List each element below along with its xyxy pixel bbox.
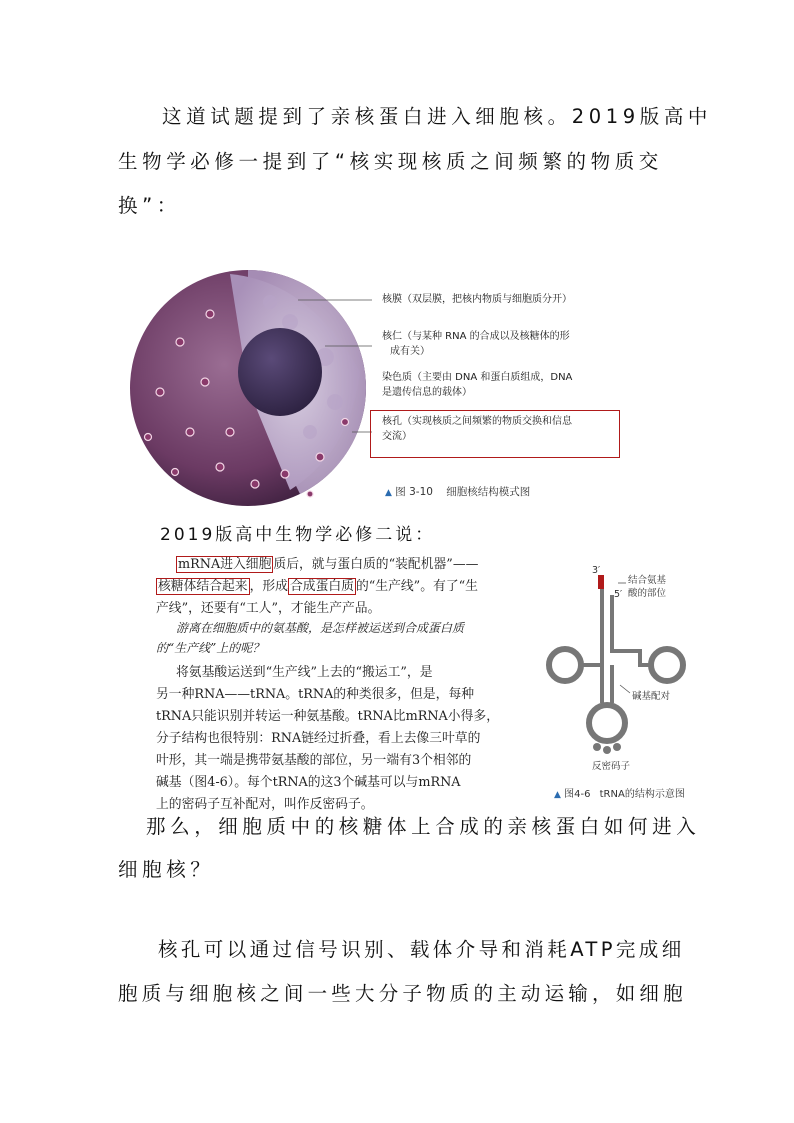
trna-caption-num: 图4-6 bbox=[564, 789, 591, 800]
label-chromatin-2: 是遗传信息的载体） bbox=[382, 387, 472, 398]
highlight-protein-synthesis: 合成蛋白质 bbox=[289, 579, 354, 594]
figure1-caption-num: 图 3-10 bbox=[395, 486, 433, 498]
trna-label-base-pairing: 碱基配对 bbox=[632, 691, 671, 702]
figure1-caption bbox=[385, 484, 530, 499]
label-nuclear-membrane: 核膜（双层膜，把核内物质与细胞质分开） bbox=[382, 294, 572, 305]
textbook-excerpt bbox=[156, 553, 502, 812]
intro-line-2: 生物学必修一提到了“核实现核质之间频繁的物质交 bbox=[118, 150, 663, 173]
trna-caption bbox=[554, 785, 685, 800]
textbook-para-6: 碱基（图4-6）。每个tRNA的这3个碱基可以与mRNA bbox=[156, 775, 461, 790]
textbook-para-1: 将氨基酸运送到“生产线”上去的“搬运工”，是 bbox=[176, 665, 433, 680]
closing-paragraph bbox=[118, 938, 687, 1010]
highlight-mrna-entry: mRNA进入细胞 bbox=[178, 557, 272, 572]
textbook-line-2-rest: 的“生产线”。有了“生 bbox=[355, 579, 478, 594]
textbook-line-3: 产线”，还要有“工人”，才能生产产品。 bbox=[156, 601, 381, 616]
textbook-question-2: 的“生产线”上的呢？ bbox=[156, 641, 265, 655]
textbook-line-2-mid: ，形成 bbox=[249, 579, 288, 594]
trna-label-binding-1: 结合氨基 bbox=[628, 575, 667, 586]
closing-line-1: 核孔可以通过信号识别、载体介导和消耗ATP完成细 bbox=[158, 938, 685, 961]
question-paragraph bbox=[118, 815, 701, 881]
textbook-para-5: 叶形，其一端是携带氨基酸的部位，另一端有3个相邻的 bbox=[156, 753, 472, 768]
trna-figure bbox=[540, 565, 700, 805]
trna-label-anticodon: 反密码子 bbox=[592, 761, 631, 772]
label-nucleolus-2: 成有关） bbox=[390, 346, 430, 357]
trna-label-3prime: 3′ bbox=[592, 565, 601, 576]
intro-paragraph bbox=[118, 105, 713, 217]
textbook-para-7: 上的密码子互补配对，叫作反密码子。 bbox=[156, 797, 374, 812]
textbook-question-1: 游离在细胞质中的氨基酸，是怎样被运送到合成蛋白质 bbox=[176, 621, 465, 635]
label-chromatin-1: 染色质（主要由 DNA 和蛋白质组成，DNA bbox=[382, 372, 573, 383]
textbook-para-4: 分子结构也很特别：RNA链经过折叠，看上去像三叶草的 bbox=[156, 731, 481, 746]
trna-label-binding-2: 酸的部位 bbox=[628, 588, 667, 599]
textbook-para-3: tRNA只能识别并转运一种氨基酸。tRNA比mRNA小得多， bbox=[156, 709, 499, 724]
intro-line-1: 这道试题提到了亲核蛋白进入细胞核。2019版高中 bbox=[162, 105, 713, 128]
section2-title: 2019版高中生物学必修二说： bbox=[160, 525, 436, 545]
textbook-line-2 bbox=[156, 575, 478, 594]
trna-label-5prime: 5′ bbox=[614, 589, 623, 600]
label-nuclear-pore-2: 交流） bbox=[382, 431, 412, 442]
trna-caption-text: tRNA的结构示意图 bbox=[599, 789, 685, 800]
figure1-caption-text: 细胞核结构模式图 bbox=[446, 486, 531, 498]
textbook-line-1 bbox=[176, 553, 478, 572]
nucleus-figure bbox=[120, 262, 660, 510]
closing-line-2: 胞质与细胞核之间一些大分子物质的主动运输，如细胞 bbox=[118, 982, 687, 1005]
label-nucleolus-1: 核仁（与某种 RNA 的合成以及核糖体的形 bbox=[382, 331, 570, 342]
question-line-1: 那么，细胞质中的核糖体上合成的亲核蛋白如何进入 bbox=[146, 815, 701, 838]
question-line-2: 细胞核？ bbox=[118, 858, 215, 881]
textbook-para-2: 另一种RNA——tRNA。tRNA的种类很多，但是，每种 bbox=[156, 687, 475, 702]
textbook-line-1-rest: 质后，就与蛋白质的“装配机器”—— bbox=[273, 557, 479, 572]
caption-triangle-icon: ▲ bbox=[385, 488, 392, 498]
trna-caption-triangle-icon: ▲ bbox=[554, 790, 561, 800]
highlight-ribosome-binding: 核糖体结合起来 bbox=[158, 579, 248, 594]
label-nuclear-pore-1: 核孔（实现核质之间频繁的物质交换和信息 bbox=[382, 416, 572, 427]
intro-line-3: 换”： bbox=[118, 194, 181, 217]
